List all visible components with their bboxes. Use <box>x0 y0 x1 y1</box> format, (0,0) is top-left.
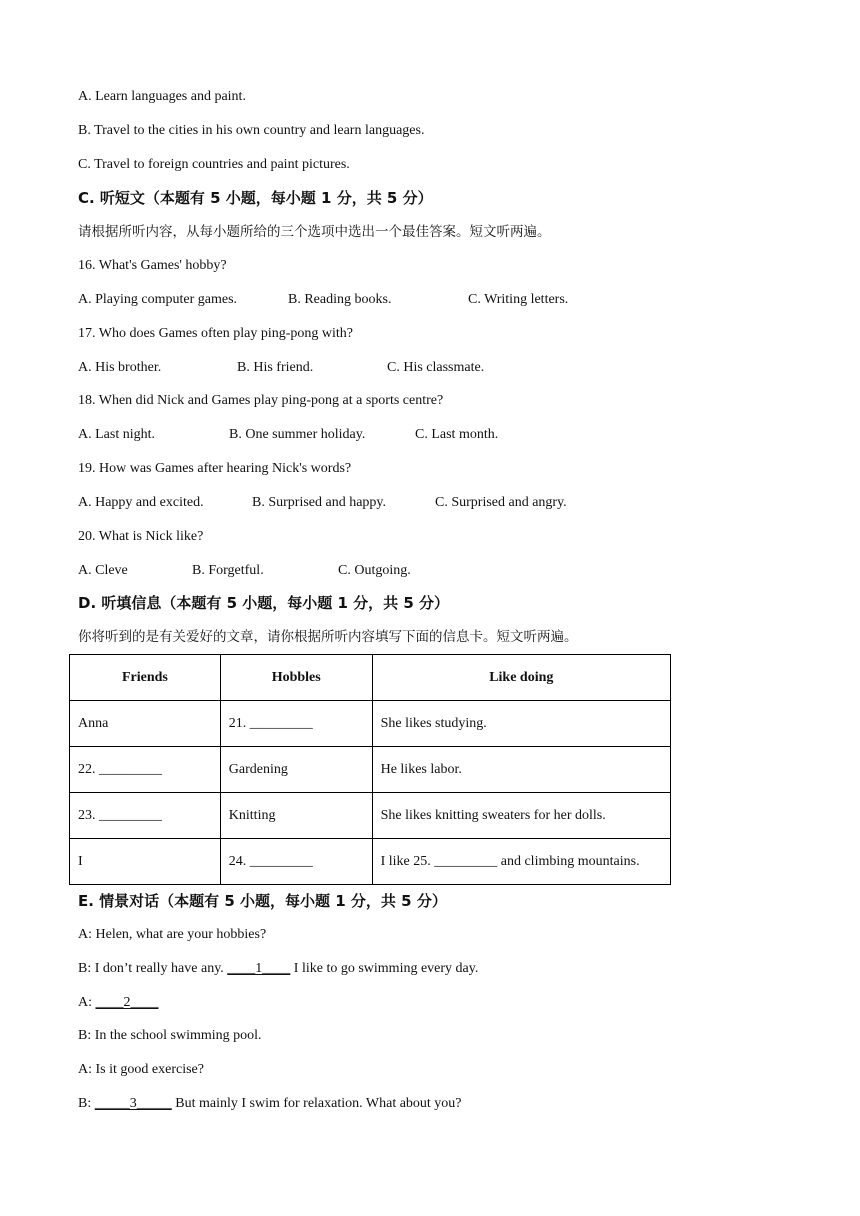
option-c: C. His classmate. <box>387 360 485 375</box>
blank-3: _____3_____ <box>94 1096 172 1111</box>
section-c-title: C. 听短文（本题有 5 小题，每小题 1 分，共 5 分） <box>78 189 433 207</box>
dialog-line: B: In the school swimming pool. <box>78 1028 262 1043</box>
table-header-row <box>70 655 671 701</box>
dialog-text: But mainly I swim for relaxation. What about you? <box>171 1096 462 1111</box>
option-line: A. Learn languages and paint. <box>78 89 246 104</box>
option-a: A. Last night. <box>78 427 155 442</box>
question-17: 17. Who does Games often play ping-pong with? <box>78 326 354 341</box>
dialog-line <box>78 1094 462 1114</box>
question-18: 18. When did Nick and Games play ping-pong at a sports centre? <box>78 393 444 408</box>
table-cell: She likes studying. <box>372 701 670 747</box>
table-row <box>70 701 671 747</box>
option-c: C. Outgoing. <box>338 563 411 578</box>
dialog-line: A: Is it good exercise? <box>78 1062 204 1077</box>
option-c: C. Last month. <box>415 427 499 442</box>
table-cell: She likes knitting sweaters for her dolls. <box>372 793 670 839</box>
option-b: B. Reading books. <box>288 292 392 307</box>
section-e-title: E. 情景对话（本题有 5 小题，每小题 1 分，共 5 分） <box>78 892 447 910</box>
question-19: 19. How was Games after hearing Nick's words? <box>78 461 352 476</box>
option-a: A. Playing computer games. <box>78 292 238 307</box>
option-line: B. Travel to the cities in his own country and learn languages. <box>78 123 425 138</box>
info-card-table <box>69 654 671 885</box>
option-c: C. Surprised and angry. <box>435 495 567 510</box>
option-c: C. Writing letters. <box>468 292 569 307</box>
option-a: A. Happy and excited. <box>78 495 204 510</box>
section-c-instruction: 请根据所听内容，从每小题所给的三个选项中选出一个最佳答案。短文听两遍。 <box>78 224 551 240</box>
option-a: A. Cleve <box>78 563 128 578</box>
section-d-title: D. 听填信息（本题有 5 小题，每小题 1 分，共 5 分） <box>78 594 450 612</box>
option-b: B. Forgetful. <box>192 563 264 578</box>
table-cell: Anna <box>70 701 221 747</box>
table-cell: 23. _________ <box>70 793 221 839</box>
table-cell: I <box>70 839 221 885</box>
table-cell: He likes labor. <box>372 747 670 793</box>
option-line: C. Travel to foreign countries and paint pictures. <box>78 157 350 172</box>
dialog-line: A: Helen, what are your hobbies? <box>78 927 267 942</box>
table-row <box>70 793 671 839</box>
dialog-text: B: <box>78 1096 95 1111</box>
section-d-instruction: 你将听到的是有关爱好的文章，请你根据所听内容填写下面的信息卡。短文听两遍。 <box>78 629 578 645</box>
option-a: A. His brother. <box>78 360 162 375</box>
column-header: Hobbles <box>220 655 372 701</box>
dialog-text: B: I don’t really have any. <box>78 961 228 976</box>
dialog-text: A: <box>78 995 96 1010</box>
table-cell: 22. _________ <box>70 747 221 793</box>
question-16: 16. What's Games' hobby? <box>78 258 227 273</box>
blank-2: ____2____ <box>95 995 159 1010</box>
column-header: Friends <box>70 655 221 701</box>
table-row <box>70 747 671 793</box>
table-cell: Gardening <box>220 747 372 793</box>
question-20: 20. What is Nick like? <box>78 529 204 544</box>
dialog-line <box>78 959 478 979</box>
table-cell: I like 25. _________ and climbing mountains. <box>372 839 670 885</box>
table-row <box>70 839 671 885</box>
blank-1: ____1____ <box>227 961 291 976</box>
option-b: B. Surprised and happy. <box>252 495 387 510</box>
table-cell: Knitting <box>220 793 372 839</box>
table-cell: 21. _________ <box>220 701 372 747</box>
option-b: B. One summer holiday. <box>229 427 366 442</box>
option-b: B. His friend. <box>237 360 314 375</box>
dialog-text: I like to go swimming every day. <box>290 961 479 976</box>
table-cell: 24. _________ <box>220 839 372 885</box>
column-header: Like doing <box>372 655 670 701</box>
dialog-line <box>78 993 159 1013</box>
